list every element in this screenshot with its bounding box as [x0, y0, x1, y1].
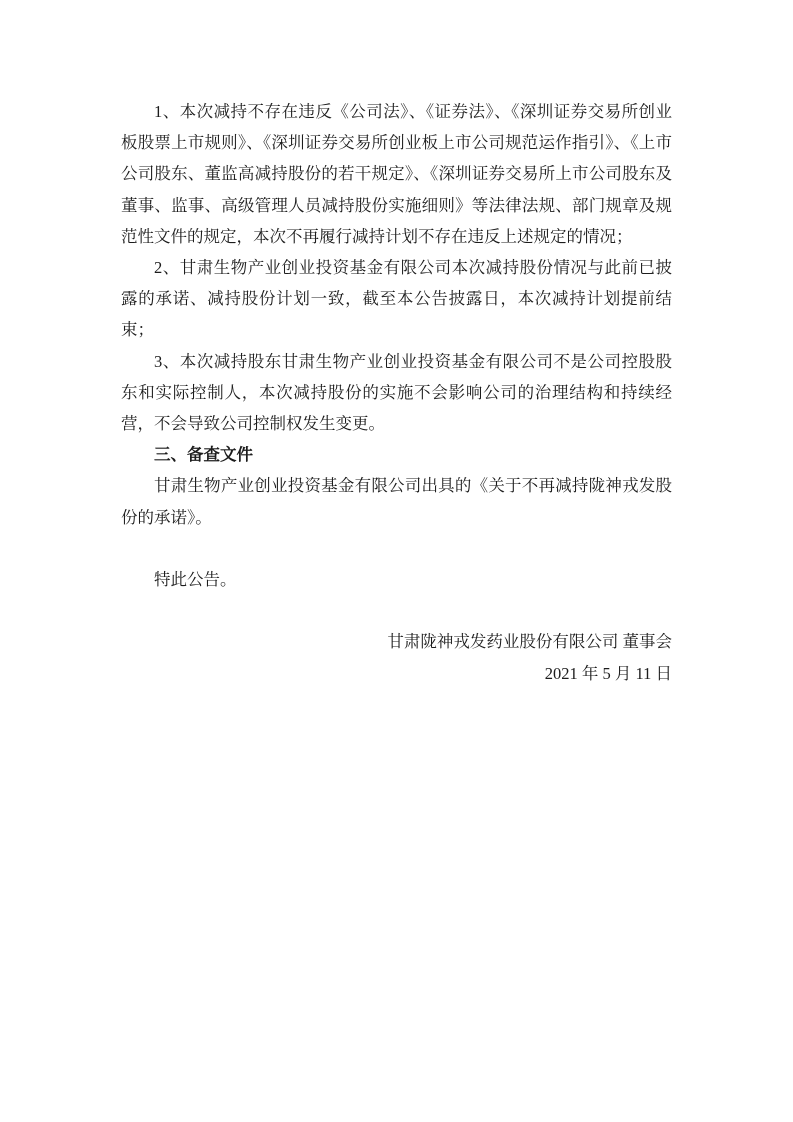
- document-content: [121, 96, 672, 689]
- closing-statement: 特此公告。: [154, 570, 237, 590]
- section-heading-reference-documents: 三、备查文件: [154, 445, 253, 465]
- paragraph-control-impact: 3、本次减持股东甘肃生物产业创业投资基金有限公司不是公司控股股东和实际控制人，本次减持股份的实施不会影响公司的治理结构和持续经营，不会导致公司控制权发生变更。: [121, 351, 672, 434]
- paragraph-disclosure-consistency: 2、甘肃生物产业创业投资基金有限公司本次减持股份情况与此前已披露的承诺、减持股份计划一致，截至本公告披露日，本次减持计划提前结束；: [121, 258, 672, 340]
- signature-date: 2021 年 5 月 11 日: [544, 663, 672, 683]
- signature-company: 甘肃陇神戎发药业股份有限公司 董事会: [387, 632, 672, 652]
- paragraph-compliance: 1、本次减持不存在违反《公司法》、《证券法》、《深圳证券交易所创业板股票上市规则》、《深圳证券交易所创业板上市公司规范运作指引》、《上市公司股东、董监高减持股份的若干规定》、《深圳证券交易所上市公司股东及董事、监事、高级管理人员减持股份实施细则》等法律法规、部门规章及规范性文件的规定，本次不再履行减持计划不存在违反上述规定的情况；: [121, 102, 672, 246]
- signature-block: [121, 626, 672, 688]
- reference-paragraph: 甘肃生物产业创业投资基金有限公司出具的《关于不再减持陇神戎发股份的承诺》。: [121, 476, 672, 527]
